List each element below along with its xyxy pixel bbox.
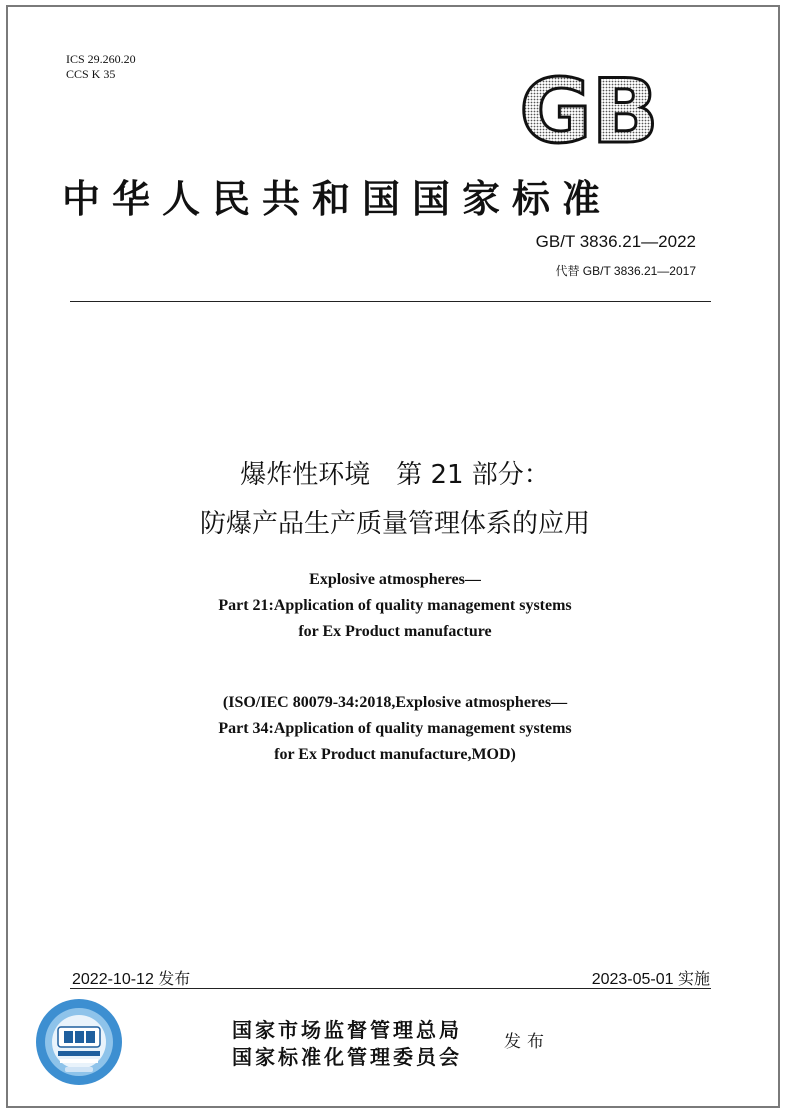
en-title <box>0 567 790 645</box>
gb-logo <box>509 68 669 150</box>
svg-text:GB: GB <box>519 68 659 150</box>
en-title-line2: Part 21:Application of quality management systems <box>218 597 572 614</box>
issue-date: 2022-10-12 发布 <box>72 971 191 988</box>
international-reference <box>0 690 790 768</box>
standard-number: GB/T 3836.21—2022 <box>535 232 696 251</box>
ref-line1: (ISO/IEC 80079-34:2018,Explosive atmospheres— <box>222 694 568 711</box>
publish-label: 发布 <box>504 1032 550 1052</box>
header-divider <box>70 301 711 302</box>
ics-code: ICS 29.260.20 <box>66 52 136 66</box>
issuer-samr: 国家市场监督管理总局 <box>232 1018 462 1042</box>
footer-divider <box>70 988 711 989</box>
ccs-code: CCS K 35 <box>66 67 116 81</box>
en-title-line3: for Ex Product manufacture <box>298 623 492 640</box>
ref-line3: for Ex Product manufacture,MOD) <box>274 746 516 763</box>
cn-title-line1: 爆炸性环境 第 21 部分： <box>240 460 550 490</box>
en-title-line1: Explosive atmospheres— <box>309 571 481 588</box>
ref-line2: Part 34:Application of quality management systems <box>218 720 572 737</box>
classification-codes <box>66 52 136 82</box>
cn-title-line2: 防爆产品生产质量管理体系的应用 <box>199 509 590 539</box>
implementation-date: 2023-05-01 实施 <box>591 971 710 988</box>
issuer-sac: 国家标准化管理委员会 <box>232 1045 462 1069</box>
replaces-standard: 代替 GB/T 3836.21—2017 <box>555 264 696 278</box>
anti-counterfeit-seal-icon <box>34 997 124 1087</box>
national-standard-title: 中华人民共和国国家标准 <box>62 176 613 221</box>
